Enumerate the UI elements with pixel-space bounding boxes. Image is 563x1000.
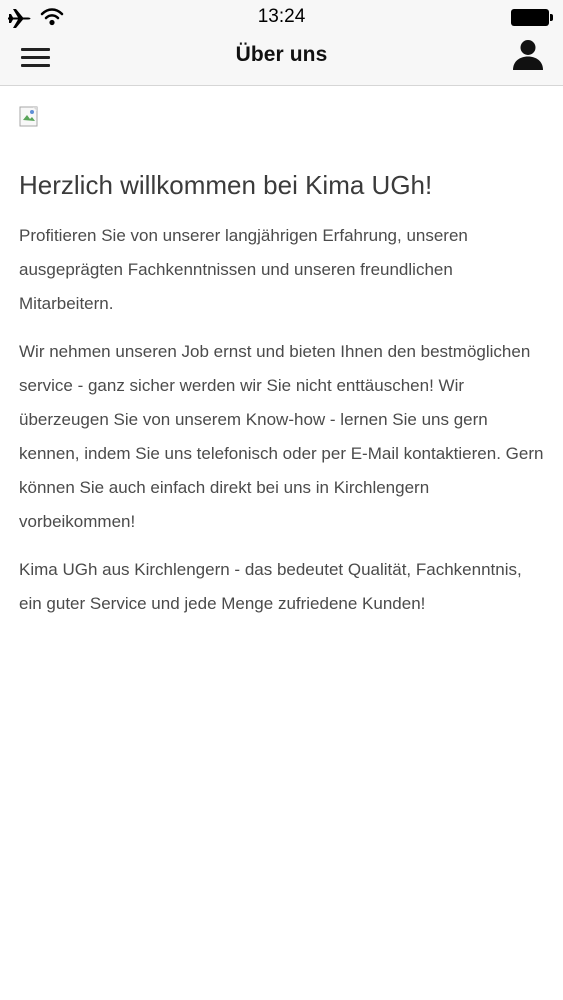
status-time: 13:24 <box>257 6 306 27</box>
intro-paragraph: Profitieren Sie von unserer langjährigen Erfahrung, unseren ausgeprägten Fachkenntnissen und unseren freundlichen Mitarbeitern. <box>19 226 468 314</box>
quality-paragraph: Kima UGh aus Kirchlengern - das bedeutet Qualität, Fachkenntnis, ein guter Service und jede Menge zufriedene Kunden! <box>19 560 522 614</box>
top-bar <box>0 0 563 86</box>
navigation-bar <box>0 36 563 85</box>
status-bar <box>0 0 563 36</box>
broken-image-icon <box>19 106 41 128</box>
service-paragraph: Wir nehmen unseren Job ernst und bieten Ihnen den bestmöglichen service - ganz sicher werden wir Sie nicht enttäuschen! Wir überzeugen Sie von unserem Know-how - lernen Sie uns gern kennen, indem Sie uns telefonisch oder per E-Mail kontaktieren. Gern können Sie auch einfach direkt bei uns in Kirchlengern vorbeikommen! <box>19 342 544 532</box>
main-content <box>19 106 544 635</box>
welcome-heading: Herzlich willkommen bei Kima UGh! <box>19 170 433 200</box>
battery-icon <box>511 9 555 27</box>
page-title: Über uns <box>235 43 328 66</box>
user-icon[interactable] <box>511 38 545 72</box>
